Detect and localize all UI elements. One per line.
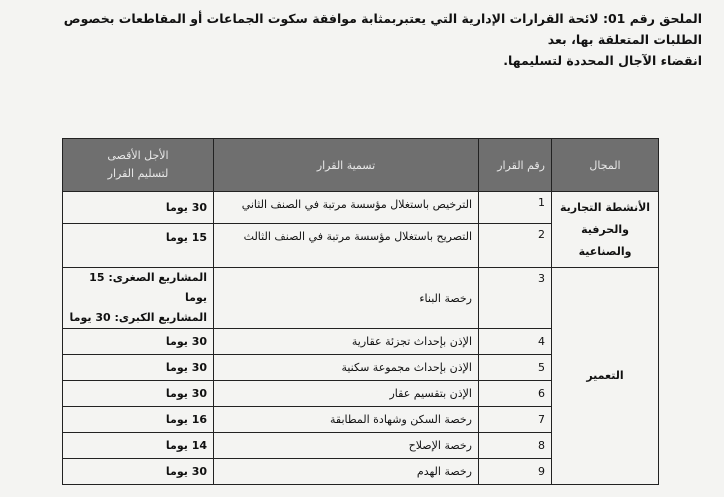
domain-urbanism: التعمير — [552, 268, 659, 485]
header-number: رقم القرار — [479, 139, 552, 192]
row-deadline: 15 يوما — [63, 224, 214, 268]
row-name: الإذن بإحداث مجموعة سكنية — [214, 355, 479, 381]
row-number: 7 — [479, 407, 552, 433]
row-deadline: 30 يوما — [63, 355, 214, 381]
header-domain: المجال — [552, 139, 659, 192]
row-name: التصريح باستغلال مؤسسة مرتبة في الصنف الثالث — [214, 224, 479, 268]
heading-line-2: انقضاء الآجال المحددة لتسليمها. — [503, 53, 702, 68]
header-name: تسمية القرار — [214, 139, 479, 192]
row-number: 3 — [479, 268, 552, 329]
header-deadline-line-2: لتسليم القرار — [107, 167, 169, 180]
row-deadline: 16 يوما — [63, 407, 214, 433]
row-number: 4 — [479, 329, 552, 355]
row-deadline: 30 يوما — [63, 381, 214, 407]
row-number: 5 — [479, 355, 552, 381]
row-name: رخصة الهدم — [214, 459, 479, 485]
row-name: الترخيص باستغلال مؤسسة مرتبة في الصنف الثاني — [214, 192, 479, 224]
row-deadline: 30 يوما — [63, 329, 214, 355]
row-name: رخصة الإصلاح — [214, 433, 479, 459]
row-number: 1 — [479, 192, 552, 224]
row-number: 2 — [479, 224, 552, 268]
row-name: الإذن بتقسيم عقار — [214, 381, 479, 407]
header-deadline-line-1: الأجل الأقصى — [107, 149, 169, 162]
row-number: 6 — [479, 381, 552, 407]
row-number: 8 — [479, 433, 552, 459]
domain-commercial: الأنشطة التجارية والحرفية والصناعية — [552, 192, 659, 268]
row-deadline: 30 يوما — [63, 192, 214, 224]
row-name: رخصة البناء — [214, 268, 479, 329]
row-name: الإذن بإحداث تجزئة عقارية — [214, 329, 479, 355]
row-deadline: 30 يوما — [63, 459, 214, 485]
document-heading — [22, 8, 702, 71]
table-row — [63, 192, 659, 224]
deadline-small-projects: المشاريع الصغرى: 15 يوما — [89, 271, 207, 304]
row-deadline: 14 يوما — [63, 433, 214, 459]
table-row — [63, 268, 659, 329]
heading-line-1: الملحق رقم 01: لائحة القرارات الإدارية التي يعتبربمثابة موافقة سكوت الجماعات أو المقاطعات بخصوص الطلبات المتعلقة بها، بعد — [63, 11, 702, 47]
row-name: رخصة السكن وشهادة المطابقة — [214, 407, 479, 433]
header-deadline — [63, 139, 214, 192]
row-number: 9 — [479, 459, 552, 485]
deadline-large-projects: المشاريع الكبرى: 30 يوما — [69, 311, 207, 324]
decisions-table — [62, 138, 659, 485]
table-header-row — [63, 139, 659, 192]
row-deadline — [63, 268, 214, 329]
